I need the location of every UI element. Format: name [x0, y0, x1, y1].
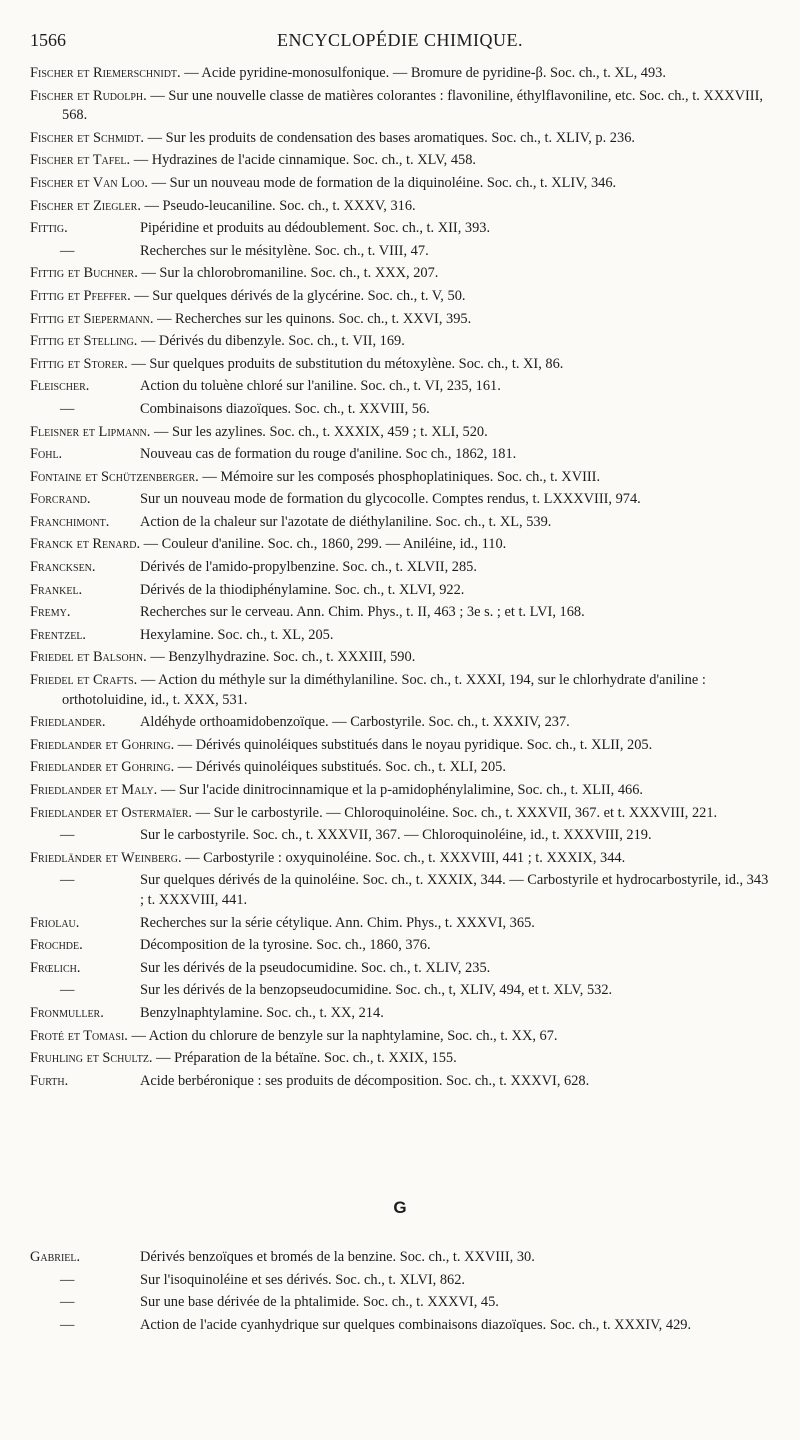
entry-line	[30, 1049, 774, 1069]
bibliography-entry	[30, 1027, 774, 1047]
entry-author: —	[60, 400, 75, 417]
bibliography-entry	[30, 804, 774, 824]
entry-citation: — Carbostyrile : oxyquinoléine. Soc. ch., t. XXXVIII, 441 ; t. XXXIX, 344.	[185, 849, 626, 866]
entry-line	[30, 151, 774, 171]
entry-author: Fittig.	[30, 220, 68, 237]
bibliography-entry	[30, 871, 774, 910]
bibliography-entry	[30, 174, 774, 194]
page-number: 1566	[30, 30, 66, 50]
bibliography-entry	[30, 1049, 774, 1069]
entry-citation: Benzylnaphtylamine. Soc. ch., t. XX, 214.	[140, 1004, 384, 1021]
bibliography-entry	[30, 648, 774, 668]
entry-line	[30, 758, 774, 778]
entry-citation: Action de l'acide cyanhydrique sur quelques combinaisons diazoïques. Soc. ch., t. XXXIV, 429.	[140, 1316, 692, 1333]
entry-line	[30, 87, 774, 126]
bibliography-entry	[30, 671, 774, 710]
entry-author: —	[60, 1271, 75, 1288]
entry-citation: Action du toluène chloré sur l'aniline. Soc. ch., t. VI, 235, 161.	[140, 378, 501, 395]
entry-citation: — Couleur d'aniline. Soc. ch., 1860, 299. — Aniléine, id., 110.	[143, 536, 507, 553]
entry-line	[30, 849, 774, 869]
entry-citation: — Action du méthyle sur la diméthylaniline. Soc. ch., t. XXXI, 194, sur le chlorhydrate d'aniline : orthotoluidine, id., t. XXX, 531.	[62, 672, 706, 708]
entry-citation: — Hydrazines de l'acide cinnamique. Soc. ch., t. XLV, 458.	[133, 152, 477, 169]
bibliography-entry	[30, 490, 774, 510]
entry-author: —	[60, 242, 75, 259]
bibliography-entry	[30, 468, 774, 488]
entry-author: Froté et Tomasi.	[30, 1027, 128, 1044]
entry-line	[30, 535, 774, 555]
entry-citation: — Sur la chlorobromaniline. Soc. ch., t. XXX, 207.	[141, 265, 439, 282]
bibliography-entry	[30, 581, 774, 601]
entry-citation: Sur l'isoquinoléine et ses dérivés. Soc. ch., t. XLVI, 862.	[140, 1271, 466, 1288]
bibliography-entry	[30, 513, 774, 533]
bibliography-entry	[30, 332, 774, 352]
entry-author: Fittig et Storer.	[30, 355, 128, 372]
entry-citation: — Dérivés du dibenzyle. Soc. ch., t. VII, 169.	[140, 333, 405, 350]
entry-author: Franck et Renard.	[30, 536, 141, 553]
entry-line	[30, 174, 774, 194]
entry-citation: Hexylamine. Soc. ch., t. XL, 205.	[140, 626, 334, 643]
bibliography-entry	[30, 736, 774, 756]
entry-citation: — Sur une nouvelle classe de matières colorantes : flavoniline, éthylflavoniline, etc. Soc. ch., t. XXXVIII, 568.	[62, 87, 763, 124]
entry-author: Friolau.	[30, 914, 80, 931]
page-header	[30, 30, 770, 54]
section-letter: G	[393, 1198, 407, 1217]
entry-citation: Décomposition de la tyrosine. Soc. ch., 1860, 376.	[140, 937, 431, 954]
bibliography-entry	[30, 287, 774, 307]
entry-author: Frentzel.	[30, 626, 87, 643]
bibliography-entry	[30, 626, 774, 646]
entry-line	[30, 671, 774, 710]
bibliography-entry	[30, 603, 774, 623]
entry-author: —	[60, 872, 75, 889]
bibliography-entry	[30, 1271, 774, 1291]
entry-line	[30, 264, 774, 284]
running-title: ENCYCLOPÉDIE CHIMIQUE.	[277, 30, 523, 50]
bibliography-entry	[30, 242, 774, 262]
bibliography-entry	[30, 959, 774, 979]
entry-line	[30, 287, 774, 307]
entry-line	[30, 310, 774, 330]
bibliography-list-f	[30, 64, 774, 1094]
bibliography-entry	[30, 129, 774, 149]
entry-author: Friedlander.	[30, 714, 106, 731]
entry-author: —	[60, 1316, 75, 1333]
bibliography-entry	[30, 400, 774, 420]
bibliography-entry	[30, 219, 774, 239]
entry-citation: — Sur l'acide dinitrocinnamique et la p-amidophénylalimine, Soc. ch., t. XLII, 466.	[160, 782, 644, 798]
entry-author: Friedlander et Ostermaïer.	[30, 804, 192, 821]
entry-line	[30, 129, 774, 149]
bibliography-entry	[30, 64, 774, 84]
bibliography-entry	[30, 1248, 774, 1268]
entry-citation: Dérivés de la thiodiphénylamine. Soc. ch., t. XLVI, 922.	[140, 581, 465, 598]
entry-citation: — Sur un nouveau mode de formation de la diquinoléine. Soc. ch., t. XLIV, 346.	[151, 174, 617, 191]
entry-author: —	[60, 1294, 75, 1311]
entry-citation: Nouveau cas de formation du rouge d'aniline. Soc ch., 1862, 181.	[140, 446, 517, 463]
entry-citation: Sur une base dérivée de la phtalimide. Soc. ch., t. XXXVI, 45.	[140, 1294, 499, 1311]
entry-citation: — Action du chlorure de benzyle sur la naphtylamine, Soc. ch., t. XX, 67.	[131, 1027, 558, 1044]
entry-citation: — Dérivés quinoléiques substitués dans le noyau pyridique. Soc. ch., t. XLII, 205.	[177, 736, 653, 753]
bibliography-entry	[30, 1004, 774, 1024]
entry-author: Friedländer et Weinberg.	[30, 849, 182, 866]
entry-citation: — Préparation de la bétaïne. Soc. ch., t. XXIX, 155.	[156, 1050, 457, 1067]
entry-author: Fischer et Rudolph.	[30, 87, 147, 104]
entry-author: Furth.	[30, 1072, 69, 1089]
entry-citation: Sur les dérivés de la pseudocumidine. Soc. ch., t. XLIV, 235.	[140, 959, 491, 976]
entry-citation: Sur un nouveau mode de formation du glycocolle. Comptes rendus, t. LXXXVIII, 974.	[140, 491, 641, 508]
entry-citation: Pipéridine et produits au dédoublement. Soc. ch., t. XII, 393.	[140, 220, 491, 237]
entry-line	[30, 736, 774, 756]
entry-citation: Combinaisons diazoïques. Soc. ch., t. XXVIII, 56.	[140, 400, 430, 417]
bibliography-entry	[30, 1072, 774, 1092]
bibliography-entry	[30, 558, 774, 578]
entry-citation: — Recherches sur les quinons. Soc. ch., t. XXVI, 395.	[157, 310, 472, 327]
entry-line	[30, 648, 774, 668]
bibliography-entry	[30, 914, 774, 934]
bibliography-entry	[30, 87, 774, 126]
entry-author: Fittig et Pfeffer.	[30, 287, 131, 304]
entry-author: Fontaine et Schützenberger.	[30, 468, 199, 485]
entry-line	[30, 1027, 774, 1047]
bibliography-entry	[30, 355, 774, 375]
entry-author: Fleisner et Lipmann.	[30, 423, 151, 440]
entry-author: Francksen.	[30, 559, 96, 576]
entry-author: Fremy.	[30, 604, 71, 621]
entry-citation: — Dérivés quinoléiques substitués. Soc. ch., t. XLI, 205.	[177, 759, 506, 776]
entry-citation: Dérivés benzoïques et bromés de la benzine. Soc. ch., t. XXVIII, 30.	[140, 1249, 535, 1265]
entry-author: Fronmuller.	[30, 1004, 104, 1021]
entry-citation: Sur les dérivés de la benzopseudocumidine. Soc. ch., t, XLIV, 494, et t. XLV, 532.	[140, 982, 613, 999]
entry-line	[30, 355, 774, 375]
entry-author: Friedlander et Maly.	[30, 782, 158, 798]
bibliography-entry	[30, 423, 774, 443]
entry-line	[30, 781, 774, 801]
entry-author: Fittig et Stelling.	[30, 333, 138, 350]
bibliography-entry	[30, 535, 774, 555]
bibliography-entry	[30, 264, 774, 284]
entry-author: Fittig et Siepermann.	[30, 310, 154, 327]
bibliography-entry	[30, 826, 774, 846]
bibliography-entry	[30, 781, 774, 801]
bibliography-entry	[30, 849, 774, 869]
entry-citation: Action de la chaleur sur l'azotate de diéthylaniline. Soc. ch., t. XL, 539.	[140, 513, 552, 530]
entry-author: Franchimont.	[30, 513, 110, 530]
entry-line	[30, 423, 774, 443]
entry-author: Fleischer.	[30, 378, 90, 395]
entry-line	[30, 468, 774, 488]
entry-citation: — Sur quelques produits de substitution du métoxylène. Soc. ch., t. XI, 86.	[131, 355, 564, 372]
bibliography-entry	[30, 197, 774, 217]
entry-author: —	[60, 982, 75, 999]
entry-author: Friedlander et Gohring.	[30, 736, 175, 753]
entry-citation: — Sur les produits de condensation des bases aromatiques. Soc. ch., t. XLIV, p. 236.	[147, 129, 635, 146]
bibliography-entry	[30, 151, 774, 171]
bibliography-entry	[30, 758, 774, 778]
entry-author: Fischer et Riemerschnidt.	[30, 65, 181, 81]
bibliography-entry	[30, 1316, 774, 1336]
entry-citation: — Pseudo-leucaniline. Soc. ch., t. XXXV, 316.	[144, 197, 416, 214]
entry-author: Fittig et Buchner.	[30, 265, 138, 282]
entry-citation: — Benzylhydrazine. Soc. ch., t. XXXIII, 590.	[150, 649, 416, 666]
entry-author: Frochde.	[30, 937, 83, 954]
entry-citation: — Sur les azylines. Soc. ch., t. XXXIX, 459 ; t. XLI, 520.	[153, 423, 488, 440]
entry-citation: Recherches sur la série cétylique. Ann. Chim. Phys., t. XXXVI, 365.	[140, 914, 535, 931]
entry-citation: Sur quelques dérivés de la quinoléine. Soc. ch., t. XXXIX, 344. — Carbostyrile et hydrocarbostyrile, id., 343 ; t. XXXVIII, 441.	[140, 872, 769, 908]
entry-citation: Acide berbéronique : ses produits de décomposition. Soc. ch., t. XXXVI, 628.	[140, 1072, 590, 1089]
entry-line	[30, 64, 774, 84]
bibliography-entry	[30, 310, 774, 330]
entry-author: —	[60, 827, 75, 844]
entry-author: Friedlander et Gohring.	[30, 759, 175, 776]
entry-author: Fruhling et Schultz.	[30, 1050, 153, 1067]
entry-citation: Sur le carbostyrile. Soc. ch., t. XXXVII, 367. — Chloroquinoléine, id., t. XXXVIII, 219.	[140, 827, 652, 844]
entry-citation: Recherches sur le mésitylène. Soc. ch., t. VIII, 47.	[140, 242, 429, 259]
entry-citation: Dérivés de l'amido-propylbenzine. Soc. ch., t. XLVII, 285.	[140, 559, 477, 576]
entry-author: Fischer et Tafel.	[30, 152, 131, 169]
entry-citation: Recherches sur le cerveau. Ann. Chim. Phys., t. II, 463 ; 3e s. ; et t. LVI, 168.	[140, 604, 585, 621]
entry-author: Frœlich.	[30, 959, 81, 976]
entry-author: Fischer et Van Loo.	[30, 174, 148, 191]
entry-author: Friedel et Crafts.	[30, 672, 138, 689]
entry-line	[30, 804, 774, 824]
entry-author: Fohl.	[30, 446, 63, 463]
bibliography-entry	[30, 981, 774, 1001]
entry-citation: — Mémoire sur les composés phosphoplatiniques. Soc. ch., t. XVIII.	[202, 468, 601, 485]
entry-citation: Aldéhyde orthoamidobenzoïque. — Carbostyrile. Soc. ch., t. XXXIV, 237.	[140, 714, 570, 731]
entry-author: Frankel.	[30, 581, 83, 598]
entry-citation: — Acide pyridine-monosulfonique. — Bromure de pyridine-β. Soc. ch., t. XL, 493.	[184, 65, 666, 81]
entry-author: Fischer et Schmidt.	[30, 129, 145, 146]
entry-citation: — Sur quelques dérivés de la glycérine. Soc. ch., t. V, 50.	[134, 287, 466, 304]
entry-line	[30, 332, 774, 352]
bibliography-entry	[30, 936, 774, 956]
entry-citation: — Sur le carbostyrile. — Chloroquinoléine. Soc. ch., t. XXXVII, 367. et t. XXXVIII, 221.	[195, 804, 718, 821]
bibliography-entry	[30, 1293, 774, 1313]
entry-author: Gabriel.	[30, 1249, 81, 1265]
entry-author: Fischer et Ziegler.	[30, 197, 141, 214]
bibliography-entry	[30, 445, 774, 465]
entry-line	[30, 197, 774, 217]
bibliography-entry	[30, 377, 774, 397]
entry-author: Forcrand.	[30, 491, 91, 508]
bibliography-list-g	[30, 1248, 774, 1338]
bibliography-entry	[30, 713, 774, 733]
entry-author: Friedel et Balsohn.	[30, 649, 147, 666]
